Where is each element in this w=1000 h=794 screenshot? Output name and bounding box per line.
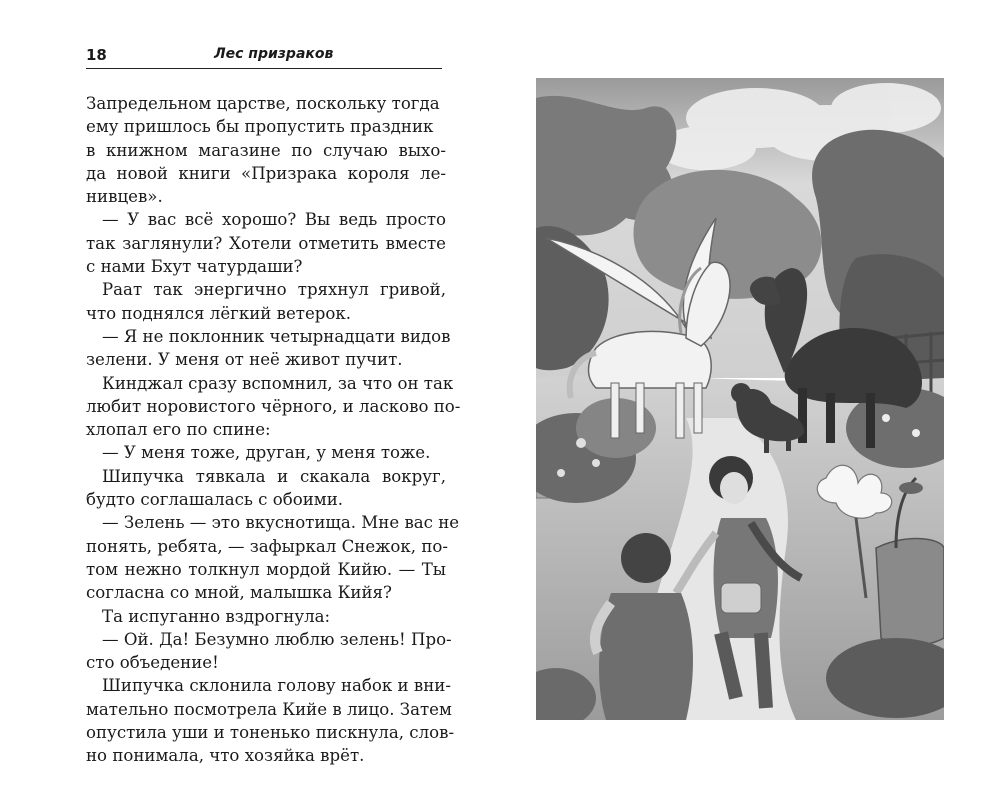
text-line: но понимала, что хозяйка врёт. <box>86 746 365 766</box>
text-line: — Зелень — это вкуснотища. Мне вас не <box>102 513 460 533</box>
text-line: в книжном магазине по случаю выхо- <box>86 140 446 160</box>
garden-illustration <box>536 78 944 720</box>
text-line: зелени. У меня от неё живот пучит. <box>86 350 403 370</box>
text-line: — У меня тоже, друган, у меня тоже. <box>102 443 431 463</box>
text-line: том нежно толкнул мордой Кийю. — Ты <box>86 559 446 579</box>
illustration-art <box>536 78 944 720</box>
text-line: Та испуганно вздрогнула: <box>102 606 331 626</box>
page-number: 18 <box>86 46 107 64</box>
text-line: нивцев». <box>86 187 163 207</box>
text-line: так заглянули? Хотели отметить вместе <box>86 233 446 253</box>
text-line: опустила уши и тоненько пискнула, слов- <box>86 723 455 743</box>
text-line: согласна со мной, малышка Кийя? <box>86 583 392 603</box>
text-line: понять, ребята, — зафыркал Снежок, по- <box>86 536 448 556</box>
text-line: — У вас всё хорошо? Вы ведь просто <box>102 210 446 230</box>
text-line: Шипучка склонила голову набок и вни- <box>102 676 451 696</box>
text-line: мательно посмотрела Кийе в лицо. Затем <box>86 699 452 719</box>
running-head: Лес призраков <box>214 46 334 62</box>
text-line: Раат так энергично тряхнул гривой, <box>102 280 446 300</box>
text-line: ему пришлось бы пропустить праздник <box>86 117 434 137</box>
text-line: сто объедение! <box>86 653 219 673</box>
text-line: Запредельном царстве, поскольку тогда <box>86 94 440 113</box>
text-line: будто соглашалась с обоими. <box>86 490 344 510</box>
text-line: Шипучка тявкала и скакала вокруг, <box>102 466 446 486</box>
page-header <box>86 44 442 69</box>
text-line: что поднялся лёгкий ветерок. <box>86 303 352 323</box>
text-line: хлопал его по спине: <box>86 420 271 440</box>
text-line: — Я не поклонник четырнадцати видов <box>102 326 451 346</box>
text-line: с нами Бхут чатурдаши? <box>86 257 303 277</box>
text-line: да новой книги «Призрака короля ле- <box>86 163 446 183</box>
text-line: Кинджал сразу вспомнил, за что он так <box>102 373 454 393</box>
text-line: любит норовистого чёрного, и ласково по- <box>86 396 461 416</box>
body-text <box>86 92 461 768</box>
text-line: — Ой. Да! Безумно люблю зелень! Про- <box>102 629 452 649</box>
